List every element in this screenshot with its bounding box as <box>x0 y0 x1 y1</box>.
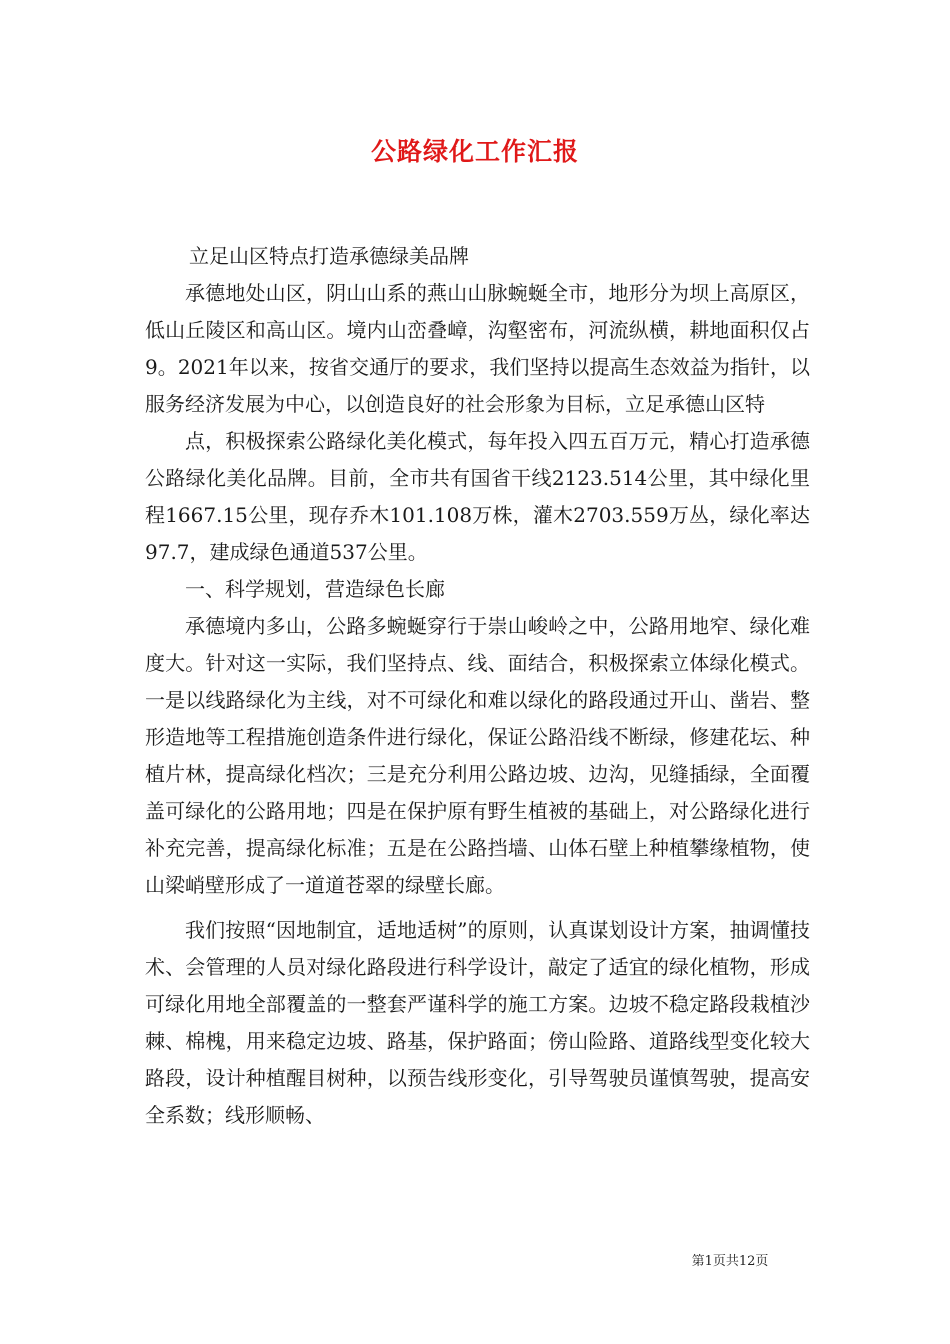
paragraph-statistics: 点，积极探索公路绿化美化模式，每年投入四五百万元，精心打造承德公路绿化美化品牌。目前，全市共有国省干线2123.514公里，其中绿化里程1667.15公里，现存乔木101.108万株，灌木2703.559万丛，绿化率达97.7，建成绿色通道537公里。 <box>145 429 810 564</box>
paragraph-intro: 承德地处山区，阴山山系的燕山山脉蜿蜒全市，地形分为坝上高原区，低山丘陵区和高山区。境内山峦叠嶂，沟壑密布，河流纵横，耕地面积仅占9。2021年以来，按省交通厅的要求，我们坚持以提高生态效益为指针，以服务经济发展为中心，以创造良好的社会形象为目标，立足承德山区特 <box>145 281 810 416</box>
section-subtitle: 立足山区特点打造承德绿美品牌 <box>189 244 469 268</box>
section-heading-planning: 一、科学规划，营造绿色长廊 <box>185 577 445 601</box>
paragraph-planning: 承德境内多山，公路多蜿蜒穿行于崇山峻岭之中，公路用地窄、绿化难度大。针对这一实际，我们坚持点、线、面结合，积极探索立体绿化模式。一是以线路绿化为主线，对不可绿化和难以绿化的路段通过开山、凿岩、整形造地等工程措施创造条件进行绿化，保证公路沿线不断绿，修建花坛、种植片林，提高绿化档次；三是充分利用公路边坡、边沟，见缝插绿，全面覆盖可绿化的公路用地；四是在保护原有野生植被的基础上，对公路绿化进行补充完善，提高绿化标准；五是在公路挡墙、山体石壁上种植攀缘植物，使山梁峭壁形成了一道道苍翠的绿壁长廊。 <box>145 614 810 897</box>
document-body <box>145 238 810 1134</box>
document-title: 公路绿化工作汇报 <box>370 137 579 166</box>
paragraph-design: 我们按照“因地制宜，适地适树”的原则，认真谋划设计方案，抽调懂技术、会管理的人员对绿化路段进行科学设计，敲定了适宜的绿化植物，形成可绿化用地全部覆盖的一整套严谨科学的施工方案。边坡不稳定路段栽植沙棘、棉槐，用来稳定边坡、路基，保护路面；傍山险路、道路线型变化较大路段，设计种植醒目树种，以预告线形变化，引导驾驶员谨慎驾驶，提高安全系数；线形顺畅、 <box>145 918 810 1127</box>
page-number: 第1页共12页 <box>691 1254 769 1269</box>
